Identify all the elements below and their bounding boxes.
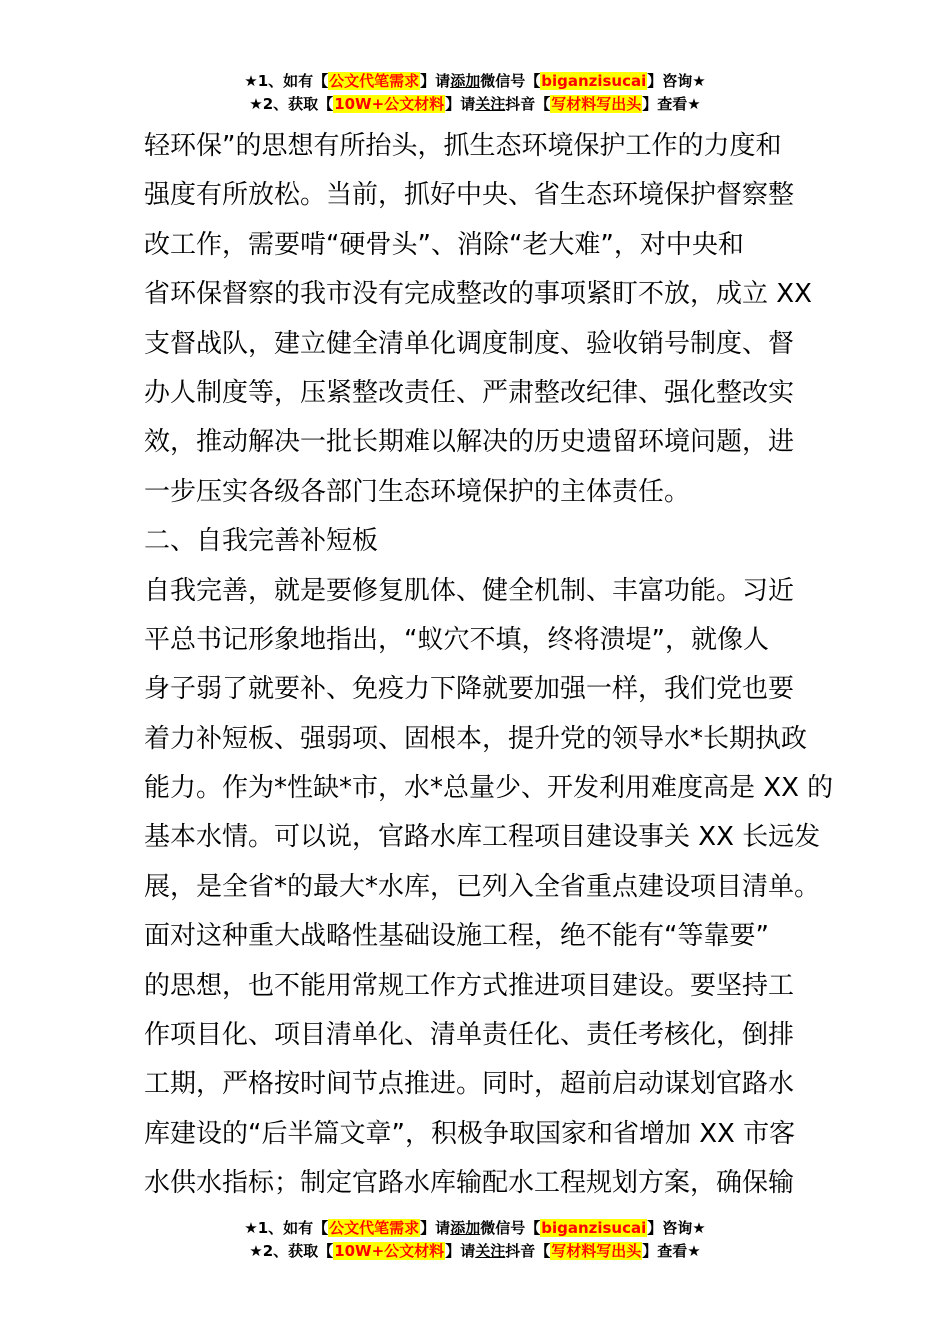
text-line: 工期，严格按时间节点推进。同时，超前启动谋划官路水 bbox=[144, 1069, 795, 1100]
banner-underlined: 关注 bbox=[475, 95, 506, 113]
highlight-materials: 10W+公文材料 bbox=[334, 1242, 445, 1260]
text-line: 作项目化、项目清单化、清单责任化、责任考核化，倒排 bbox=[144, 1020, 795, 1051]
banner-text: 】查看★ bbox=[642, 1242, 701, 1260]
header-banner bbox=[0, 70, 950, 116]
text-line: 基本水情。可以说，官路水库工程项目建设事关 XX 长远发 bbox=[144, 822, 821, 853]
highlight-douyin-account: 写材料写出头 bbox=[551, 95, 642, 113]
text-line: 自我完善，就是要修复肌体、健全机制、丰富功能。习近 bbox=[144, 575, 795, 606]
text-line: 效，推动解决一批长期难以解决的历史遗留环境问题，进 bbox=[144, 427, 795, 458]
text-line: 改工作，需要啃“硬骨头”、消除“老大难”，对中央和 bbox=[144, 229, 744, 260]
text-line: 面对这种重大战略性基础设施工程，绝不能有“等靠要” bbox=[144, 921, 769, 952]
highlight-wechat-id: biganzisucai bbox=[541, 1219, 647, 1237]
text-line: 库建设的“后半篇文章”，积极争取国家和省增加 XX 市客 bbox=[144, 1118, 796, 1149]
banner-line-1 bbox=[0, 70, 950, 93]
banner-text: 】请 bbox=[420, 1219, 451, 1237]
banner-text: 】请 bbox=[445, 95, 476, 113]
banner-line-2 bbox=[0, 1240, 950, 1263]
banner-underlined: 关注 bbox=[475, 1242, 506, 1260]
banner-text: ★2、获取【 bbox=[249, 95, 334, 113]
banner-text: ★1、如有【 bbox=[244, 1219, 329, 1237]
text-line: 展，是全省*的最大*水库，已列入全省重点建设项目清单。 bbox=[144, 871, 821, 902]
footer-banner bbox=[0, 1217, 950, 1263]
banner-text: 抖音【 bbox=[505, 1242, 551, 1260]
text-line: 强度有所放松。当前，抓好中央、省生态环境保护督察整 bbox=[144, 180, 795, 211]
banner-text: ★2、获取【 bbox=[249, 1242, 334, 1260]
banner-text: 抖音【 bbox=[505, 95, 551, 113]
banner-text: 】请 bbox=[420, 72, 451, 90]
text-line: 办人制度等，压紧整改责任、严肃整改纪律、强化整改实 bbox=[144, 377, 795, 408]
banner-underlined: 添加 bbox=[450, 72, 481, 90]
banner-underlined: 添加 bbox=[450, 1219, 481, 1237]
text-line: 一步压实各级各部门生态环境保护的主体责任。 bbox=[144, 476, 691, 507]
text-line: 省环保督察的我市没有完成整改的事项紧盯不放，成立 XX bbox=[144, 279, 812, 310]
text-line: 身子弱了就要补、免疫力下降就要加强一样，我们党也要 bbox=[144, 674, 795, 705]
highlight-wechat-id: biganzisucai bbox=[541, 72, 647, 90]
document-body bbox=[144, 122, 834, 1209]
text-line: 轻环保”的思想有所抬头，抓生态环境保护工作的力度和 bbox=[144, 131, 782, 161]
banner-text: 】请 bbox=[445, 1242, 476, 1260]
highlight-douyin-account: 写材料写出头 bbox=[551, 1242, 642, 1260]
banner-text: 】咨询★ bbox=[647, 1219, 706, 1237]
text-line: 水供水指标；制定官路水库输配水工程规划方案，确保输 bbox=[144, 1168, 795, 1199]
banner-text: 】查看★ bbox=[642, 95, 701, 113]
highlight-service: 公文代笔需求 bbox=[329, 72, 420, 90]
banner-text: 微信号【 bbox=[480, 72, 541, 90]
text-line: 平总书记形象地指出，“蚁穴不填，终将溃堤”，就像人 bbox=[144, 624, 769, 655]
section-heading: 二、自我完善补短板 bbox=[144, 526, 379, 557]
highlight-materials: 10W+公文材料 bbox=[334, 95, 445, 113]
banner-line-1 bbox=[0, 1217, 950, 1240]
highlight-service: 公文代笔需求 bbox=[329, 1219, 420, 1237]
banner-text: 】咨询★ bbox=[647, 72, 706, 90]
text-line: 能力。作为*性缺*市，水*总量少、开发利用难度高是 XX 的 bbox=[144, 773, 834, 804]
banner-line-2 bbox=[0, 93, 950, 116]
text-line: 着力补短板、强弱项、固根本，提升党的领导水*长期执政 bbox=[144, 723, 808, 754]
banner-text: 微信号【 bbox=[480, 1219, 541, 1237]
text-line: 支督战队，建立健全清单化调度制度、验收销号制度、督 bbox=[144, 328, 795, 359]
text-line: 的思想，也不能用常规工作方式推进项目建设。要坚持工 bbox=[144, 970, 795, 1001]
banner-text: ★1、如有【 bbox=[244, 72, 329, 90]
